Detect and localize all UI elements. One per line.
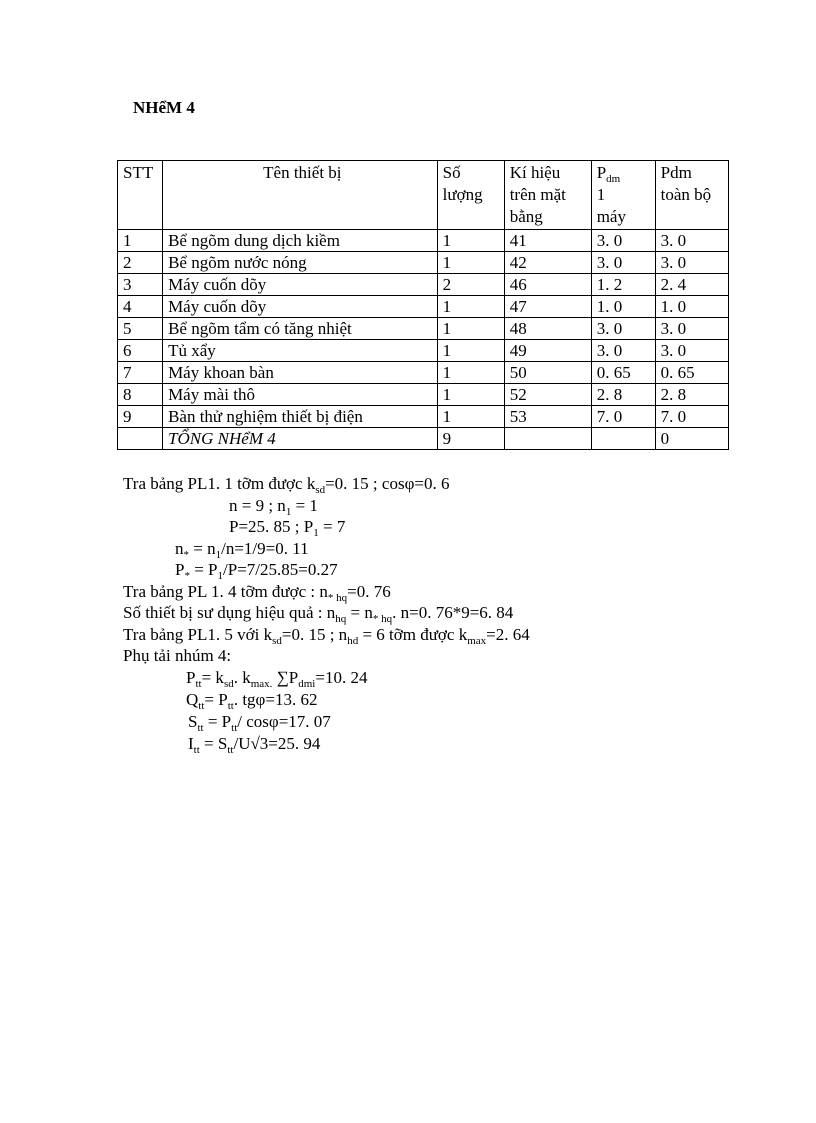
calc-line-nstar: $n_* = n_1/n=1/9=0$. 11 <box>175 539 309 561</box>
qty-cell: 1 <box>437 406 504 428</box>
header-stt: STT <box>118 161 163 230</box>
total-qty-cell: 9 <box>437 428 504 450</box>
ptotal-cell: 3. 0 <box>655 318 728 340</box>
total-name-cell: TỔNG NHểM 4 <box>163 428 438 450</box>
qty-cell: 1 <box>437 318 504 340</box>
stt-cell: 6 <box>118 340 163 362</box>
ptotal-cell: 2. 8 <box>655 384 728 406</box>
name-cell: Máy mài thô <box>163 384 438 406</box>
header-quantity: Số lượng <box>437 161 504 230</box>
symbol-cell: 52 <box>504 384 591 406</box>
name-cell: Bàn thử nghiệm thiết bị điện <box>163 406 438 428</box>
name-cell: Bể ngõm tẩm có tăng nhiệt <box>163 318 438 340</box>
qty-cell: 1 <box>437 362 504 384</box>
calc-line-ptt: $P_{tt}= k_{sd}$. $k_{max.}$ $\sum P_{dmi}=10$. 24 <box>186 668 368 690</box>
calc-line-n: n = 9 ; $n_1 = 1$ <box>229 496 318 518</box>
p1-cell: 0. 65 <box>591 362 655 384</box>
ptotal-cell: 3. 0 <box>655 340 728 362</box>
name-cell: Tủ xẩy <box>163 340 438 362</box>
p1-cell: 3. 0 <box>591 318 655 340</box>
stt-cell: 1 <box>118 230 163 252</box>
qty-cell: 1 <box>437 230 504 252</box>
header-name: Tên thiết bị <box>163 161 438 230</box>
ptotal-cell: 1. 0 <box>655 296 728 318</box>
name-cell: Máy khoan bàn <box>163 362 438 384</box>
qty-cell: 1 <box>437 384 504 406</box>
p1-cell: 3. 0 <box>591 340 655 362</box>
stt-cell: 7 <box>118 362 163 384</box>
symbol-cell: 48 <box>504 318 591 340</box>
symbol-cell: 41 <box>504 230 591 252</box>
stt-cell: 9 <box>118 406 163 428</box>
calc-line-load-title: Phụ tải nhúm 4: <box>123 646 232 665</box>
section-heading: NHểM 4 <box>133 98 195 117</box>
header-symbol: Kí hiệu trên mặt bằng <box>504 161 591 230</box>
calc-line-kmax: Tra bảng PL1. 5 với $k_{sd}=0$. 15 ; $n_{hd} = 6$ tỡm được $k_{max}=2$. 64 <box>123 625 530 647</box>
calc-line-p: P=25. 85 ; $P_1 = 7$ <box>229 517 346 539</box>
p1-cell: 7. 0 <box>591 406 655 428</box>
p1-cell: 3. 0 <box>591 230 655 252</box>
qty-cell: 1 <box>437 252 504 274</box>
ptotal-cell: 7. 0 <box>655 406 728 428</box>
symbol-cell: 50 <box>504 362 591 384</box>
symbol-cell: 49 <box>504 340 591 362</box>
name-cell: Bể ngõm dung dịch kiềm <box>163 230 438 252</box>
p1-cell: 3. 0 <box>591 252 655 274</box>
qty-cell: 1 <box>437 296 504 318</box>
p1-cell: 1. 0 <box>591 296 655 318</box>
calc-line-pstar: $P_* = P_1/P=7/25.85=0.27$ <box>175 560 338 582</box>
p1-cell: 2. 8 <box>591 384 655 406</box>
name-cell: Bể ngõm nước nóng <box>163 252 438 274</box>
stt-cell: 8 <box>118 384 163 406</box>
total-ptotal-cell: 0 <box>655 428 728 450</box>
ptotal-cell: 3. 0 <box>655 252 728 274</box>
calc-line-stt: $S_{tt} = P_{tt}/$ cosφ=17. 07 <box>188 712 331 734</box>
calc-line-ksd: Tra bảng PL1. 1 tỡm được $k_{sd}=0$. 15 ; cosφ=0. 6 <box>123 474 450 496</box>
stt-cell: 3 <box>118 274 163 296</box>
calc-line-itt: $I_{tt} = S_{tt}/U√3=25$. 94 <box>188 734 321 756</box>
p1-cell: 1. 2 <box>591 274 655 296</box>
symbol-cell: 42 <box>504 252 591 274</box>
qty-cell: 1 <box>437 340 504 362</box>
name-cell: Máy cuốn dõy <box>163 296 438 318</box>
name-cell: Máy cuốn dõy <box>163 274 438 296</box>
header-power-total: Pdm toàn bộ <box>655 161 728 230</box>
stt-cell: 4 <box>118 296 163 318</box>
symbol-cell: 47 <box>504 296 591 318</box>
qty-cell: 2 <box>437 274 504 296</box>
calc-line-qtt: $Q_{tt}= P_{tt}$. tgφ=13. 62 <box>186 690 318 712</box>
header-power-one: $P_{dm}$ 1 máy <box>591 161 655 230</box>
symbol-cell: 46 <box>504 274 591 296</box>
calc-line-nhq: Số thiết bị sư dụng hiệu quả : $n_{hq} = n_{* hq}$. n=0. 76*9=6. 84 <box>123 603 514 625</box>
ptotal-cell: 3. 0 <box>655 230 728 252</box>
calc-line-nhq-lookup: Tra bảng PL 1. 4 tỡm được : $n_{* hq}=0$. 76 <box>123 582 391 604</box>
stt-cell: 5 <box>118 318 163 340</box>
ptotal-cell: 0. 65 <box>655 362 728 384</box>
stt-cell: 2 <box>118 252 163 274</box>
symbol-cell: 53 <box>504 406 591 428</box>
ptotal-cell: 2. 4 <box>655 274 728 296</box>
